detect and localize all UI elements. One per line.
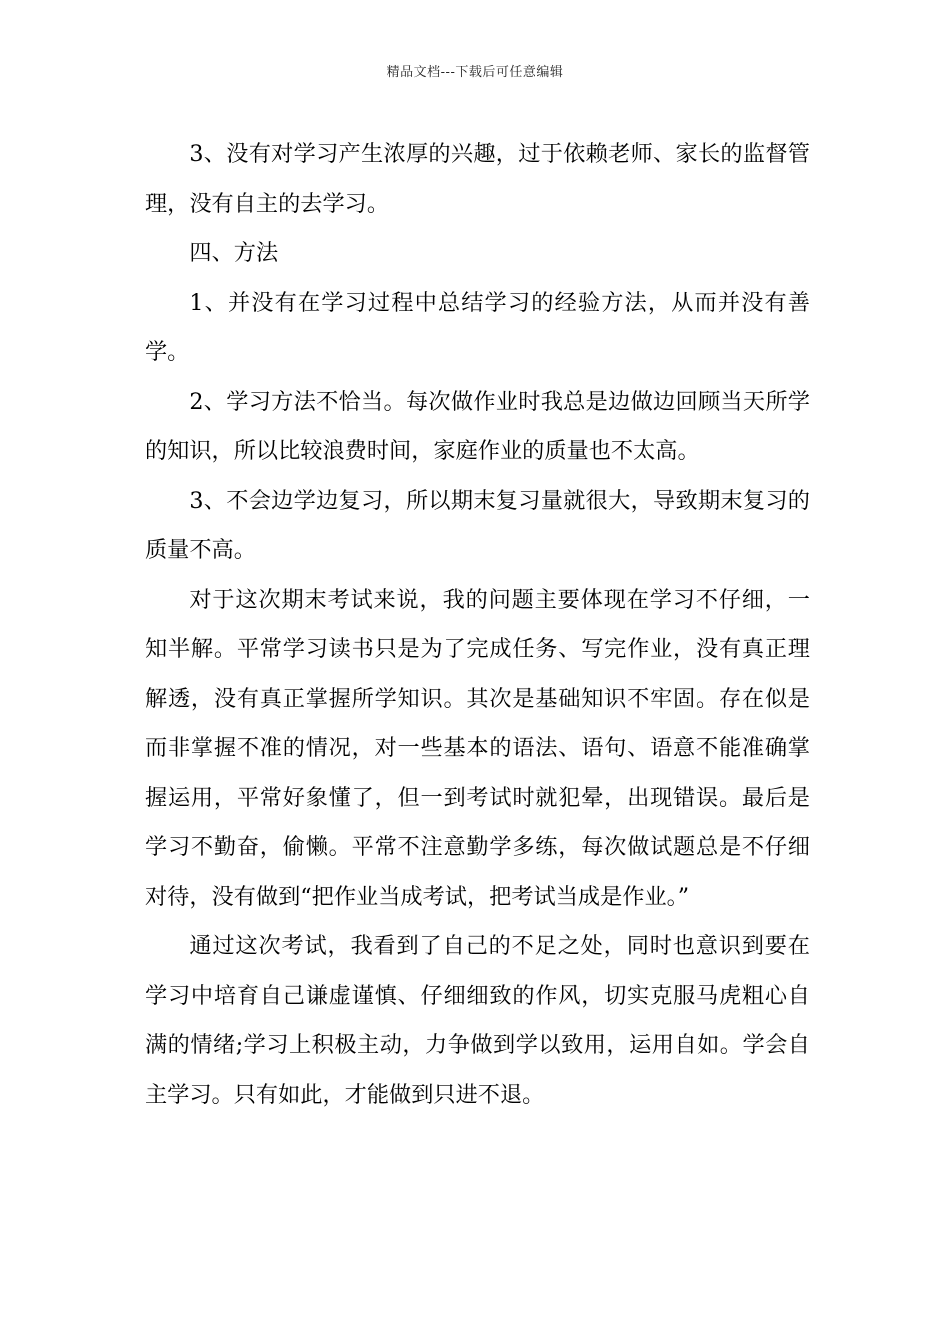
paragraph-exam-reflection: 对于这次期末考试来说，我的问题主要体现在学习不仔细，一知半解。平常学习读书只是为了完成任务、写完作业，没有真正理解透，没有真正掌握所学知识。其次是基础知识不牢固。存在似是而非掌握不准的情况，对一些基本的语法、语句、语意不能准确掌握运用，平常好象懂了，但一到考试时就犯晕，出现错误。最后是学习不勤奋，偷懒。平常不注意勤学多练，每次做试题总是不仔细对待，没有做到“把作业当成考试，把考试当成是作业。” bbox=[145, 586, 810, 910]
paragraph-method-2: 2、学习方法不恰当。每次做作业时我总是边做边回顾当天所学的知识，所以比较浪费时间，家庭作业的质量也不太高。 bbox=[145, 388, 810, 464]
paragraph-conclusion: 通过这次考试，我看到了自己的不足之处，同时也意识到要在学习中培育自己谦虚谨慎、仔细细致的作风，切实克服马虎粗心自满的情绪;学习上积极主动，力争做到学以致用，运用自如。学会自主学习。只有如此，才能做到只进不退。 bbox=[145, 933, 810, 1108]
section-heading-methods: 四、方法 bbox=[189, 240, 279, 266]
paragraph-item-3-interest: 3、没有对学习产生浓厚的兴趣，过于依赖老师、家长的监督管理，没有自主的去学习。 bbox=[145, 141, 810, 217]
page-header: 精品文档---下载后可任意编辑 bbox=[386, 65, 564, 80]
paragraph-method-1: 1、并没有在学习过程中总结学习的经验方法，从而并没有善学。 bbox=[145, 289, 810, 365]
document-body bbox=[145, 130, 810, 1120]
paragraph-method-3: 3、不会边学边复习，所以期末复习量就很大，导致期末复习的质量不高。 bbox=[145, 487, 810, 563]
